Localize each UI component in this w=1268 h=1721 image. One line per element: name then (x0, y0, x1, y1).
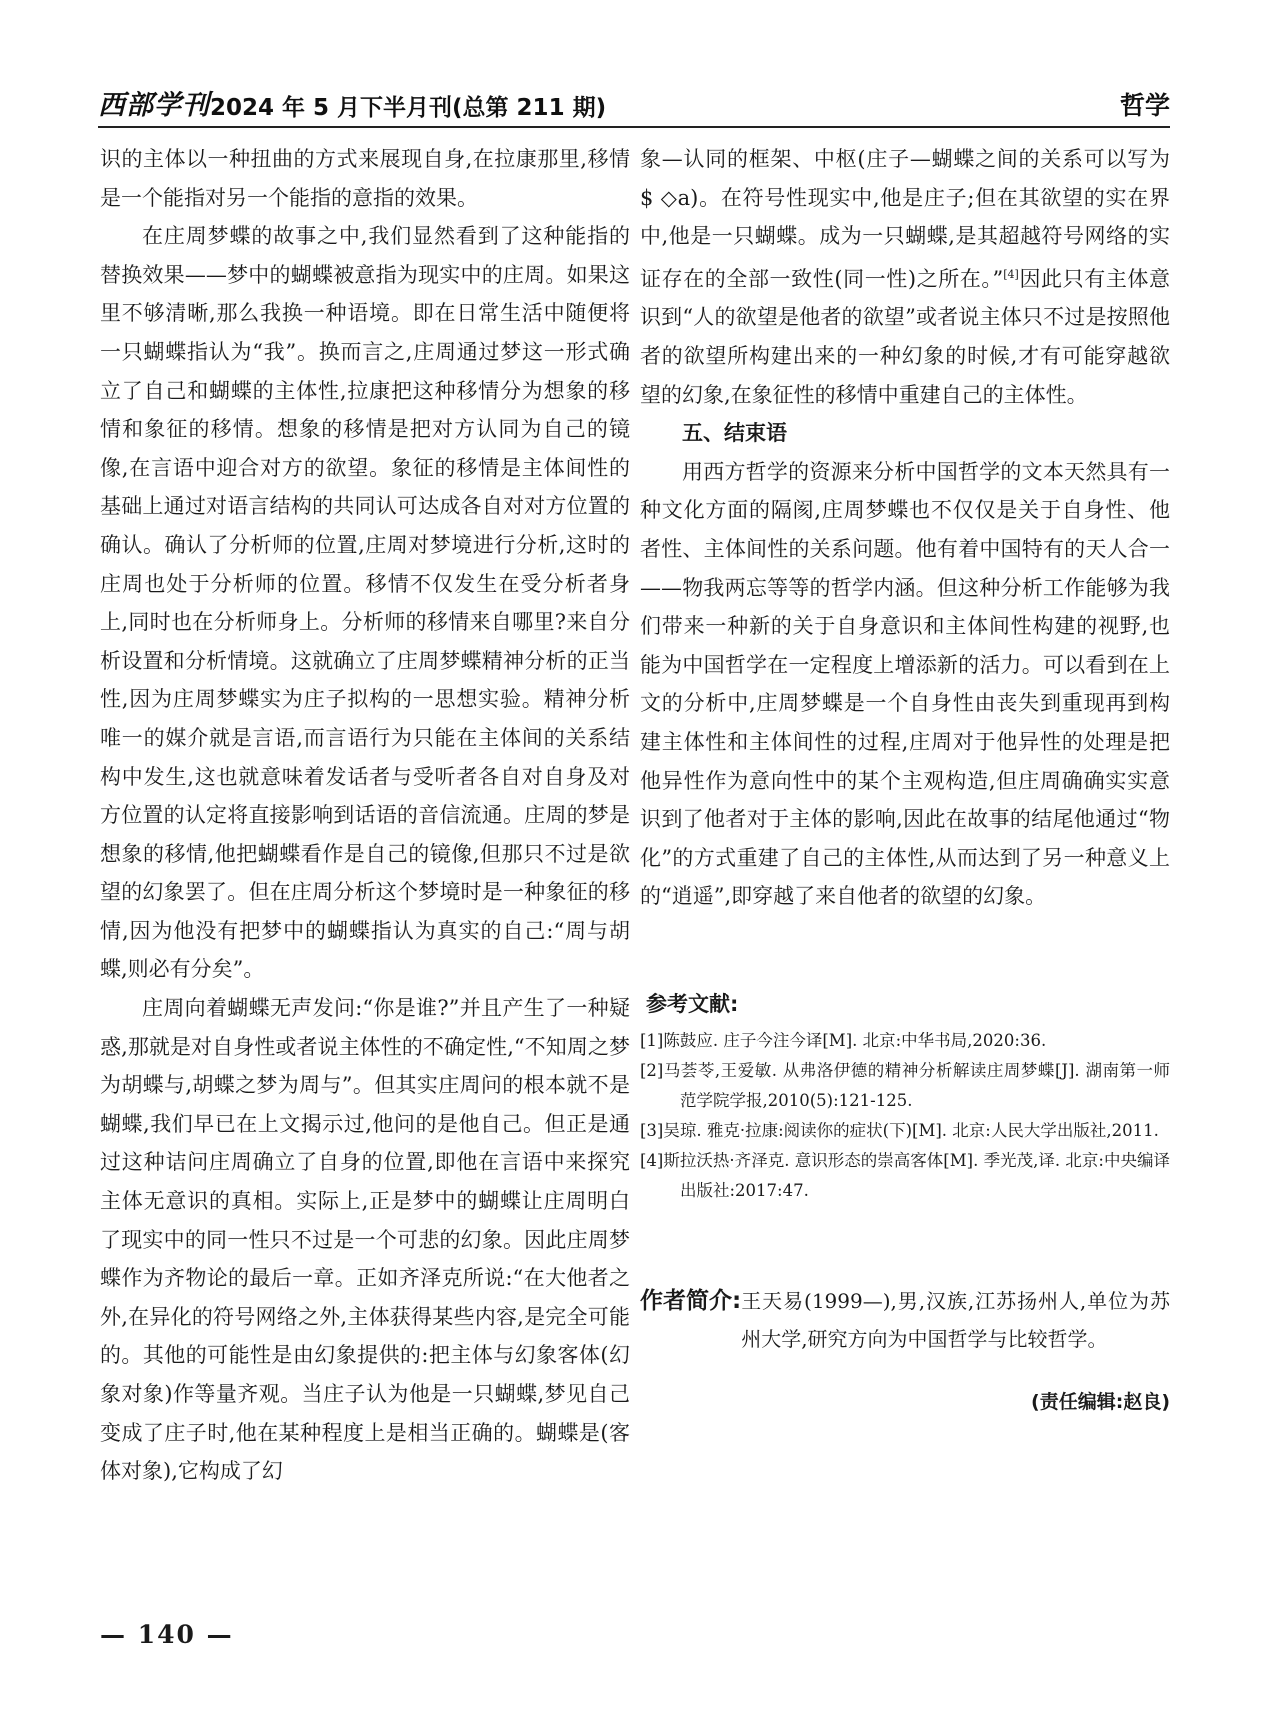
paragraph-text: 象—认同的框架、中枢(庄子—蝴蝶之间的关系可以写为 $ ◇a)。在符号性现实中,他是庄子;但在其欲望的实在界中,他是一只蝴蝶。成为一只蝴蝶,是其超越符号网络的实证存在的全部一致性(同一性)之所在。” (640, 147, 1170, 291)
reference-item: [1]陈鼓应. 庄子今注今译[M]. 北京:中华书局,2020:36. (640, 1031, 1047, 1050)
citation-marker: [4] (1003, 267, 1019, 281)
reference-item: [3]吴琼. 雅克·拉康:阅读你的症状(下)[M]. 北京:人民大学出版社,2011. (640, 1121, 1159, 1140)
references-title: 参考文献: (646, 992, 739, 1016)
author-bio-text: 王天易(1999—),男,汉族,江苏扬州人,单位为苏州大学,研究方向为中国哲学与比较哲学。 (741, 1289, 1170, 1351)
paragraph-text: 因此只有主体意识到“人的欲望是他者的欲望”或者说主体只不过是按照他者的欲望所构建出来的一种幻象的时候,才有可能穿越欲望的幻象,在象征性的移情中重建自己的主体性。 (640, 266, 1170, 407)
left-column (100, 140, 630, 1491)
paragraph (640, 140, 1170, 414)
reference-item: [4]斯拉沃热·齐泽克. 意识形态的崇高客体[M]. 季光茂,译. 北京:中央编译出版社:2017:47. (640, 1151, 1170, 1200)
paragraph: 在庄周梦蝶的故事之中,我们显然看到了这种能指的替换效果——梦中的蝴蝶被意指为现实中的庄周。如果这里不够清晰,那么我换一种语境。即在日常生活中随便将一只蝴蝶指认为“我”。换而言之,庄周通过梦这一形式确立了自己和蝴蝶的主体性,拉康把这种移情分为想象的移情和象征的移情。想象的移情是把对方认同为自己的镜像,在言语中迎合对方的欲望。象征的移情是主体间性的基础上通过对语言结构的共同认可达成各自对对方位置的确认。确认了分析师的位置,庄周对梦境进行分析,这时的庄周也处于分析师的位置。移情不仅发生在受分析者身上,同时也在分析师身上。分析师的移情来自哪里?来自分析设置和分析情境。这就确立了庄周梦蝶精神分析的正当性,因为庄周梦蝶实为庄子拟构的一思想实验。精神分析唯一的媒介就是言语,而言语行为只能在主体间的关系结构中发生,这也就意味着发话者与受听者各自对自身及对方位置的认定将直接影响到话语的音信流通。庄周的梦是想象的移情,他把蝴蝶看作是自己的镜像,但那只不过是欲望的幻象罢了。但在庄周分析这个梦境时是一种象征的移情,因为他没有把梦中的蝴蝶指认为真实的自己:“周与胡蝶,则必有分矣”。 (100, 224, 630, 982)
page-number: — 140 — (100, 1620, 234, 1649)
issue-info: 2024 年 5 月下半月刊(总第 211 期) (210, 95, 607, 121)
reference-item: [2]马荟苓,王爱敏. 从弗洛伊德的精神分析解读庄周梦蝶[J]. 湖南第一师范学院学报,2010(5):121-125. (640, 1061, 1170, 1110)
author-bio (640, 1282, 1170, 1358)
right-column (640, 140, 1170, 916)
running-header (98, 86, 1170, 122)
author-bio-label: 作者简介: (640, 1288, 742, 1314)
journal-logo: 西部学刊 (98, 90, 210, 121)
header-left (98, 83, 606, 122)
header-rule (98, 126, 1170, 128)
section-heading: 五、结束语 (682, 421, 787, 446)
paragraph: 用西方哲学的资源来分析中国哲学的文本天然具有一种文化方面的隔阂,庄周梦蝶也不仅仅是关于自身性、他者性、主体间性的关系问题。他有着中国特有的天人合一——物我两忘等等的哲学内涵。但这种分析工作能够为我们带来一种新的关于自身意识和主体间性构建的视野,也能为中国哲学在一定程度上增添新的活力。可以看到在上文的分析中,庄周梦蝶是一个自身性由丧失到重现再到构建主体性和主体间性的过程,庄周对于他异性的处理是把他异性作为意向性中的某个主观构造,但庄周确确实实意识到了他者对于主体的影响,因此在故事的结尾他通过“物化”的方式重建了自己的主体性,从而达到了另一种意义上的“逍遥”,即穿越了来自他者的欲望的幻象。 (640, 459, 1170, 909)
paragraph: 识的主体以一种扭曲的方式来展现自身,在拉康那里,移情是一个能指对另一个能指的意指的效果。 (100, 147, 630, 210)
paragraph: 庄周向着蝴蝶无声发问:“你是谁?”并且产生了一种疑惑,那就是对自身性或者说主体性的不确定性,“不知周之梦为胡蝶与,胡蝶之梦为周与”。但其实庄周问的根本就不是蝴蝶,我们早已在上文揭示过,他问的是他自己。但正是通过这种诘问庄周确立了自身的位置,即他在言语中来探究主体无意识的真相。实际上,正是梦中的蝴蝶让庄周明白了现实中的同一性只不过是一个可悲的幻象。因此庄周梦蝶作为齐物论的最后一章。正如齐泽克所说:“在大他者之外,在异化的符号网络之外,主体获得某些内容,是完全可能的。其他的可能性是由幻象提供的:把主体与幻象客体(幻象对象)作等量齐观。当庄子认为他是一只蝴蝶,梦见自己变成了庄子时,他在某种程度上是相当正确的。蝴蝶是(客体对象),它构成了幻 (100, 996, 630, 1484)
section-name: 哲学 (1119, 91, 1170, 120)
responsible-editor: (责任编辑:赵良) (1031, 1391, 1170, 1413)
references (640, 988, 1170, 1206)
